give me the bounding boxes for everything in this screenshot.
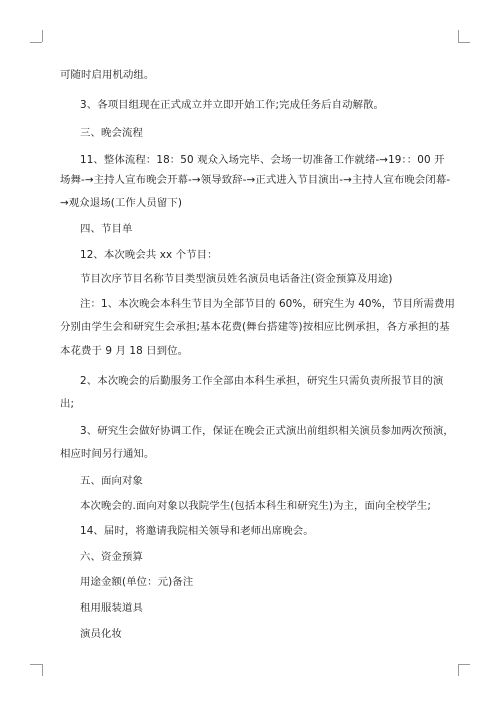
section-heading: 三、晚会流程 (80, 127, 143, 139)
text-line: 14、届时，将邀请我院相关领导和老师出席晚会。 (80, 525, 314, 537)
text-line: 11、整体流程：18：50 观众入场完毕、会场一切准备工作就绪-→19：：00 开 (80, 154, 445, 166)
crop-mark-bottom-right-v (458, 664, 459, 676)
section-heading: 四、节目单 (80, 223, 133, 235)
text-line: 注：1、本次晚会本科生节目为全部节目的 60%，研究生为 40%，节目所需费用 (80, 298, 456, 310)
text-line: 2、本次晚会的后勤服务工作全部由本科生承担，研究生只需负责所报节目的演 (80, 375, 444, 387)
text-line: 节目次序节目名称节目类型演员姓名演员电话备注(资金预算及用途) (80, 273, 393, 285)
text-line: 出; (60, 398, 75, 410)
crop-mark-top-left-h (30, 42, 42, 43)
crop-mark-bottom-right-h (458, 664, 470, 665)
text-line: 用途金额(单位：元)备注 (80, 576, 194, 588)
text-line: 可随时启用机动组。 (60, 69, 155, 81)
text-line: 分别由学生会和研究生会承担;基本花费(舞台搭建等)按相应比例承担，各方承担的基 (60, 321, 450, 333)
text-line: 12、本次晚会共 xx 个节目： (80, 249, 218, 261)
text-line: →观众退场(工作人员留下) (60, 197, 183, 209)
text-line: 相应时间另行通知。 (60, 448, 155, 460)
text-line: 本次晚会的.面向对象以我院学生(包括本科生和研究生)为主，面向全校学生; (80, 500, 432, 512)
crop-mark-top-right-h (458, 42, 470, 43)
crop-mark-top-left-v (42, 30, 43, 42)
crop-mark-top-right-v (458, 30, 459, 42)
text-line: 3、研究生会做好协调工作，保证在晚会正式演出前组织相关演员参加两次预演， (80, 425, 454, 437)
section-heading: 五、面向对象 (80, 475, 143, 487)
section-heading: 六、资金预算 (80, 551, 143, 563)
text-line: 租用服装道具 (80, 602, 143, 614)
text-line: 演员化妆 (80, 628, 122, 640)
crop-mark-bottom-left-v (42, 664, 43, 676)
text-line: 场舞-→主持人宣布晚会开幕-→领导致辞-→正式进入节目演出-→主持人宣布晚会闭幕- (60, 174, 451, 186)
text-line: 3、各项目组现在正式成立并立即开始工作;完成任务后自动解散。 (80, 99, 385, 111)
text-line: 本花费于 9 月 18 日到位。 (60, 345, 189, 357)
crop-mark-bottom-left-h (30, 664, 42, 665)
